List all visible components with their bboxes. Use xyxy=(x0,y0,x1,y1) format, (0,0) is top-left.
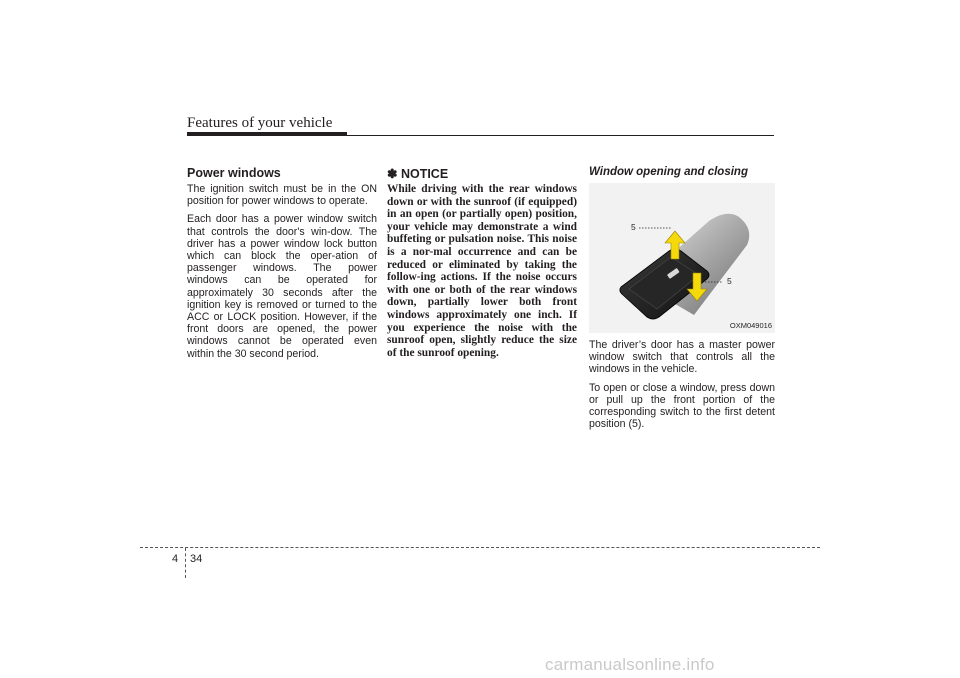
page-chapter-number: 4 xyxy=(172,553,179,565)
paragraph-ignition: The ignition switch must be in the ON position for power windows to operate. xyxy=(187,183,377,208)
subheading-window-opening: Window opening and closing xyxy=(589,166,748,178)
page-number: 34 xyxy=(190,553,203,565)
paragraph-door-switch: Each door has a power window switch that controls the door's win-dow. The driver has a power window lock button which can block the oper-ation of passenger windows. The power windows can be operated for approximately 30 seconds after the ignition key is removed or turned to the ACC or LOCK position. However, if the front doors are opened, the power windows cannot be operated even within the 30 second period. xyxy=(187,213,377,360)
window-switch-illustration xyxy=(589,183,775,333)
column-power-windows xyxy=(187,166,377,366)
callout-label-top: 5 xyxy=(631,222,636,232)
header-rule xyxy=(187,135,774,136)
column-notice xyxy=(387,166,577,359)
window-switch-figure xyxy=(589,183,775,333)
section-heading-power-windows: Power windows xyxy=(187,166,281,180)
footer-rule xyxy=(140,547,820,548)
notice-text: While driving with the rear windows down or with the sunroof (if equipped) in an open (or partially open) position, your vehicle may demonstrate a wind buffeting or pulsation noise. This noise is a nor-mal occurrence and can be reduced or eliminated by taking the follow-ing actions. If the noise occurs with one or both of the rear windows down, partially lower both front windows approximately one inch. If you experience the noise with the sunroof open, slightly reduce the size of the sunroof opening. xyxy=(387,183,577,359)
column-window-opening xyxy=(589,166,775,436)
watermark-text: carmanualsonline.info xyxy=(545,655,715,674)
figure-caption: OXM049016 xyxy=(729,321,772,330)
callout-label-bottom: 5 xyxy=(727,276,732,286)
notice-heading: ✽ NOTICE xyxy=(387,167,449,181)
paragraph-open-close: To open or close a window, press down or pull up the front portion of the corresponding switch to the first detent position (5). xyxy=(589,381,775,431)
page-header-title: Features of your vehicle xyxy=(187,115,333,131)
paragraph-master-switch: The driver’s door has a master power window switch that controls all the windows in the vehicle. xyxy=(589,339,775,376)
footer-divider xyxy=(185,548,186,578)
